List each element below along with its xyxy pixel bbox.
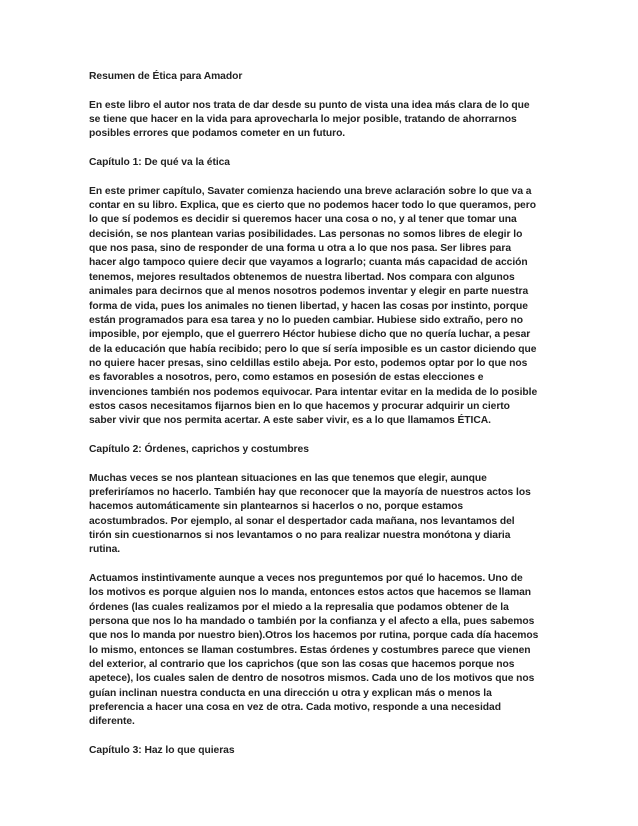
text-line: animales para decirnos que al menos nosotros podemos inventar y elegir en parte nuestra [89,286,529,298]
text-line: preferencia a hacer una cosa en vez de otra. Cada motivo, responde a una necesidad [89,702,501,714]
text-line: contar en su libro. Explica, que es cierto que no podemos hacer todo lo que queramos, pero [89,200,536,212]
text-line: están programados para esa tarea y no lo pueden cambiar. Hubiese sido extraño, pero no [89,314,524,326]
chapter-1-heading: Capítulo 1: De qué va la ética [89,157,230,169]
text-line: guían inclinan nuestra conducta en una dirección u otra y explican más o menos la [89,687,492,699]
text-line: persona que nos lo ha mandado o también por la confianza y el afecto a ella, pues sabemos [89,616,535,628]
text-line: estos casos necesitamos fijarnos bien en lo que hacemos y procurar adquirir un cierto [89,400,510,412]
text-line: diferente. [89,716,135,728]
text-line: En este primer capítulo, Savater comienza haciendo una breve aclaración sobre lo que va a [89,185,532,197]
text-line: tenemos, mejores resultados obtenemos de nuestra libertad. Nos compara con algunos [89,271,515,283]
text-line: los motivos es porque alguien nos lo manda, entonces estos actos que hacemos se llaman [89,587,532,599]
text-line: hacemos automáticamente sin plantearnos si hacerlos o no, porque estamos [89,501,464,513]
text-line: decisión, se nos plantean varias posibilidades. Las personas no somos libres de elegir lo [89,228,523,240]
text-line: lo mismo, entonces se llaman costumbres. Estas órdenes y costumbres parece que vienen [89,644,531,656]
text-line: que nos lo manda por nuestro bien).Otros los hacemos por rutina, porque cada día hacemos [89,630,539,642]
text-line: hacer algo tampoco quiere decir que vayamos a lograrlo; cuanta más capacidad de acción [89,257,528,269]
text-line: órdenes (las cuales realizamos por el miedo a la represalia que podamos obtener de la [89,601,509,613]
text-line: del exterior, al contrario que los caprichos (que son las cosas que hacemos porque nos [89,659,515,671]
text-line: saber vivir que nos permita acertar. A este saber vivir, es a lo que llamamos ÉTICA. [89,415,491,427]
text-line: Muchas veces se nos plantean situaciones en las que tenemos que elegir, aunque [89,472,487,484]
text-line: invenciones también nos podemos equivocar. Para intentar evitar en la medida de lo posible [89,386,538,398]
intro-paragraph [89,99,551,142]
chapter-3-heading: Capítulo 3: Haz lo que quieras [89,745,235,757]
text-line: de la educación que había recibido; pero lo que sí sería imposible es un castor diciendo que [89,343,537,355]
text-line: acostumbrados. Por ejemplo, al sonar el despertador cada mañana, nos levantamos del [89,515,515,527]
chapter-1-paragraph [89,185,551,429]
chapter-2-paragraph-1 [89,472,551,558]
text-line: tirón sin cuestionarnos si nos levantamos o no para realizar nuestra monótona y diaria [89,530,511,541]
text-line: apetece), los cuales salen de dentro de nosotros mismos. Cada uno de los motivos que nos [89,673,535,685]
chapter-2-paragraph-2 [89,572,551,730]
text-line: que nos pasa, sino de responder de una forma u otra a lo que nos pasa. Ser libres para [89,243,511,255]
chapter-2-heading: Capítulo 2: Órdenes, caprichos y costumbres [89,443,309,455]
text-line: rutina. [89,544,121,556]
document-title: Resumen de Ética para Amador [89,71,243,82]
text-line: es favorables a nosotros, pero, como estamos en posesión de estas elecciones e [89,372,484,384]
text-line: imposible, por ejemplo, que el guerrero Héctor hubiese dicho que no quería luchar, a pesar [89,329,531,341]
text-line: Actuamos instintivamente aunque a veces nos preguntemos por qué lo hacemos. Uno de [89,573,523,585]
text-line: no quiere hacer presas, sino celdillas estilo abeja. Por esto, podemos optar por lo que nos [89,357,528,369]
text-line: forma de vida, pues los animales no tienen libertad, y hacen las cosas por instinto, porque [89,300,528,312]
text-line: En este libro el autor nos trata de dar desde su punto de vista una idea más clara de lo que [89,99,530,111]
text-line: posibles errores que podamos cometer en un futuro. [89,128,346,140]
text-line: lo que sí podemos es decidir si queremos hacer una cosa o no, y al tener que tomar una [89,214,517,226]
document-page [89,70,551,773]
text-line: se tiene que hacer en la vida para aprovecharla lo mejor posible, tratando de ahorrarnos [89,114,517,126]
text-line: preferiríamos no hacerlo. También hay que reconocer que la mayoría de nuestros actos los [89,486,531,498]
